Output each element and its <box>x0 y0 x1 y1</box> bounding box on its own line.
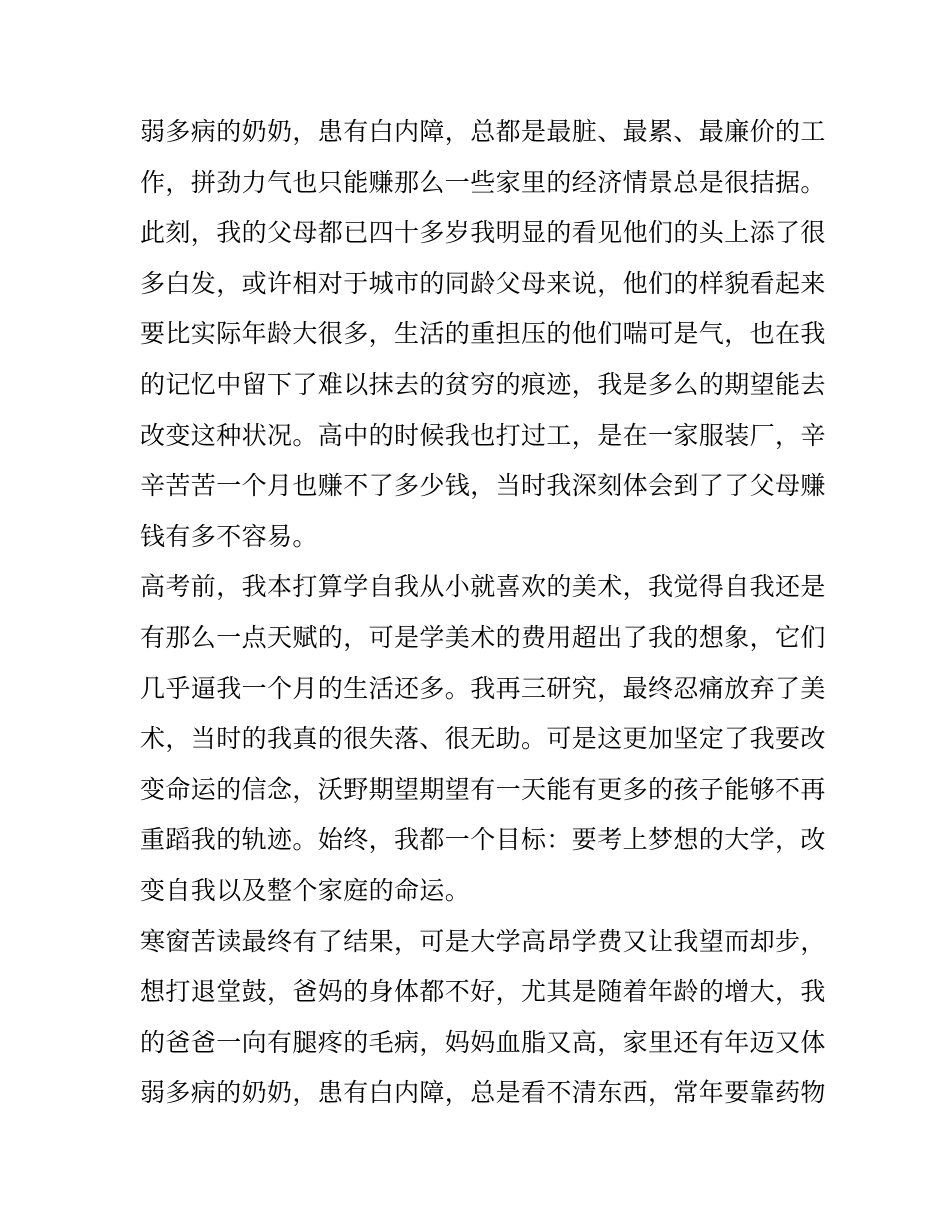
text-line: 弱多病的奶奶，患有白内障，总都是最脏、最累、最廉价的工 <box>140 117 826 146</box>
text-line: 作，拼劲力气也只能赚那么一些家里的经济情景总是很拮据。 <box>140 167 826 197</box>
text-line: 改变这种状况。高中的时候我也打过工，是在一家服装厂，辛 <box>140 420 826 450</box>
text-line: 多白发，或许相对于城市的同龄父母来说，他们的样貌看起来 <box>140 268 826 298</box>
text-line: 术，当时的我真的很失落、很无助。可是这更加坚定了我要改 <box>140 724 826 754</box>
text-line: 的爸爸一向有腿疼的毛病，妈妈血脂又高，家里还有年迈又体 <box>140 1027 826 1057</box>
text-line: 变自我以及整个家庭的命运。 <box>140 875 471 905</box>
text-line: 的记忆中留下了难以抹去的贫穷的痕迹，我是多么的期望能去 <box>140 369 826 399</box>
text-line: 想打退堂鼓，爸妈的身体都不好，尤其是随着年龄的增大，我 <box>140 977 826 1007</box>
text-line: 重蹈我的轨迹。始终，我都一个目标：要考上梦想的大学，改 <box>140 825 826 855</box>
text-line: 要比实际年龄大很多，生活的重担压的他们喘可是气，也在我 <box>140 319 826 349</box>
text-line: 高考前，我本打算学自我从小就喜欢的美术，我觉得自我还是 <box>140 572 826 602</box>
text-line: 钱有多不容易。 <box>140 521 318 551</box>
text-line: 寒窗苦读最终有了结果，可是大学高昂学费又让我望而却步， <box>140 926 826 956</box>
text-line: 有那么一点天赋的，可是学美术的费用超出了我的想象，它们 <box>140 622 826 652</box>
body-text <box>140 107 826 1119</box>
text-line: 几乎逼我一个月的生活还多。我再三研究，最终忍痛放弃了美 <box>140 673 826 703</box>
text-line: 辛苦苦一个月也赚不了多少钱，当时我深刻体会到了了父母赚 <box>140 471 826 501</box>
text-line: 弱多病的奶奶，患有白内障，总是看不清东西，常年要靠药物 <box>140 1078 826 1108</box>
text-line: 此刻，我的父母都已四十多岁我明显的看见他们的头上添了很 <box>140 218 826 248</box>
text-line: 变命运的信念，沃野期望期望有一天能有更多的孩子能够不再 <box>140 774 826 804</box>
